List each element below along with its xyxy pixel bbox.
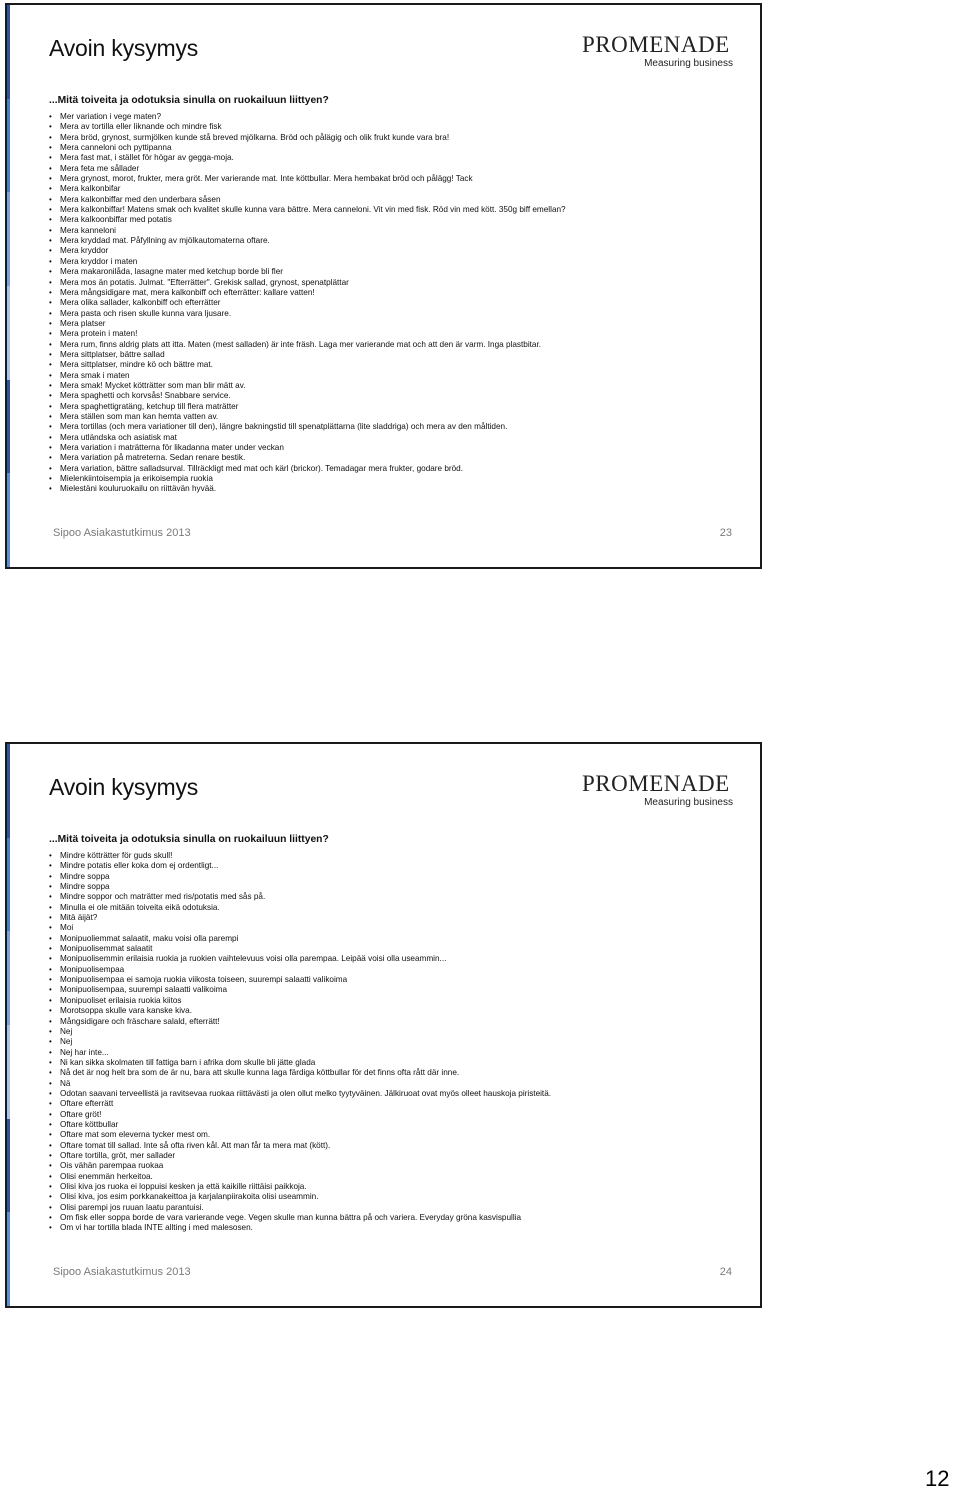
accent-stripe bbox=[7, 1025, 10, 1119]
slide-number: 23 bbox=[719, 527, 732, 539]
list-item: • Mera platser bbox=[49, 319, 754, 329]
list-item: • Mera kalkonbifar bbox=[49, 184, 754, 194]
accent-stripe bbox=[7, 99, 10, 193]
list-item: • Mera kryddor i maten bbox=[49, 257, 754, 267]
response-list bbox=[49, 851, 754, 1234]
list-item: • Om fisk eller soppa borde de vara varierande vege. Vegen skulle man kunna bättra på och variera. Everyday gröna kasvispullia bbox=[49, 1213, 754, 1223]
list-item: • Oftare köttbullar bbox=[49, 1120, 754, 1130]
list-item: • Mera variation, bättre salladsurval. Tillräckligt med mat och kärl (brickor). Temadagar mera frukter, godare bröd. bbox=[49, 464, 754, 474]
list-item: • Mitä äijät? bbox=[49, 913, 754, 923]
list-item: • Ni kan sikka skolmaten till fattiga barn i afrika dom skulle bli jätte glada bbox=[49, 1058, 754, 1068]
list-item: • Mera kalkoonbiffar med potatis bbox=[49, 215, 754, 225]
slide-1 bbox=[5, 3, 762, 569]
list-item: • Monipuolisempaa, suurempi salaatti valikoima bbox=[49, 985, 754, 995]
list-item: • Mera variation i maträtterna för likadanna mater under veckan bbox=[49, 443, 754, 453]
list-item: • Monipuoliset erilaisia ruokia kiitos bbox=[49, 996, 754, 1006]
list-item: • Mera spaghettigratäng, ketchup till flera maträtter bbox=[49, 402, 754, 412]
accent-stripe bbox=[7, 1119, 10, 1213]
list-item: • Om vi har tortilla blada INTE allting i med malesosen. bbox=[49, 1223, 754, 1233]
list-item: • Ois vähän parempaa ruokaa bbox=[49, 1161, 754, 1171]
list-item: • Mera kanneloni bbox=[49, 226, 754, 236]
list-item: • Mera mångsidigare mat, mera kalkonbiff och efterrätter: kallare vatten! bbox=[49, 288, 754, 298]
list-item: • Olisi kiva jos ruoka ei loppuisi kesken ja että kaikille riittäisi paikkoja. bbox=[49, 1182, 754, 1192]
list-item: • Nä bbox=[49, 1079, 754, 1089]
list-item: • Mera mos än potatis. Julmat. "Efterrätter". Grekisk sallad, grynost, spenatplättar bbox=[49, 278, 754, 288]
list-item: • Oftare efterrätt bbox=[49, 1099, 754, 1109]
list-item: • Mindre potatis eller koka dom ej ordentligt... bbox=[49, 861, 754, 871]
list-item: • Mera kalkonbiffar! Matens smak och kvalitet skulle kunna vara bättre. Mera canneloni. Vit vin med fisk. Röd vin med kött. 350g biff emellan? bbox=[49, 205, 754, 215]
footer-label: Sipoo Asiakastutkimus 2013 bbox=[53, 527, 191, 539]
survey-question: ...Mitä toiveita ja odotuksia sinulla on ruokailuun liittyen? bbox=[49, 834, 329, 845]
slide-number: 24 bbox=[719, 1266, 732, 1278]
accent-stripe bbox=[7, 931, 10, 1025]
logo-wordmark: PROMENADE bbox=[582, 771, 730, 796]
list-item: • Monipuolisempaa ei samoja ruokia viikosta toiseen, suurempi salaatti valikoima bbox=[49, 975, 754, 985]
footer-label: Sipoo Asiakastutkimus 2013 bbox=[53, 1266, 191, 1278]
list-item: • Mera fast mat, i stället för högar av gegga-moja. bbox=[49, 153, 754, 163]
list-item: • Mera ställen som man kan hemta vatten av. bbox=[49, 412, 754, 422]
list-item: • Mer variation i vege maten? bbox=[49, 112, 754, 122]
list-item: • Nå det är nog helt bra som de är nu, bara att skulle kunna laga färdiga köttbullar för det finns ofta rått där inne. bbox=[49, 1068, 754, 1078]
list-item: • Mera canneloni och pyttipanna bbox=[49, 143, 754, 153]
list-item: • Monipuoliemmat salaatit, maku voisi olla parempi bbox=[49, 934, 754, 944]
slide-title: Avoin kysymys bbox=[49, 35, 199, 61]
list-item: • Mera variation på matreterna. Sedan renare bestik. bbox=[49, 453, 754, 463]
list-item: • Olisi kiva, jos esim porkkanakeittoa ja karjalanpiirakoita olisi useammin. bbox=[49, 1192, 754, 1202]
accent-stripe bbox=[7, 744, 10, 838]
promenade-logo bbox=[582, 33, 737, 70]
list-item: • Oftare gröt! bbox=[49, 1110, 754, 1120]
list-item: • Mielenkiintoisempia ja erikoisempia ruokia bbox=[49, 474, 754, 484]
list-item: • Olisi parempi jos ruuan laatu parantuisi. bbox=[49, 1203, 754, 1213]
slide-2 bbox=[5, 742, 762, 1308]
list-item: • Morotsoppa skulle vara kanske kiva. bbox=[49, 1006, 754, 1016]
accent-stripe bbox=[7, 473, 10, 567]
survey-question: ...Mitä toiveita ja odotuksia sinulla on ruokailuun liittyen? bbox=[49, 95, 329, 106]
list-item: • Nej bbox=[49, 1037, 754, 1047]
logo-tagline: Measuring business bbox=[644, 797, 733, 808]
promenade-logo bbox=[582, 772, 737, 809]
list-item: • Mera rum, finns aldrig plats att itta. Maten (mest salladen) är inte fräsh. Laga mer varierande mat och att den är varm. Inga plastbitar. bbox=[49, 340, 754, 350]
list-item: • Mera smak i maten bbox=[49, 371, 754, 381]
list-item: • Nej har inte... bbox=[49, 1048, 754, 1058]
list-item: • Moi bbox=[49, 923, 754, 933]
list-item: • Oftare tortilla, gröt, mer sallader bbox=[49, 1151, 754, 1161]
list-item: • Mindre soppa bbox=[49, 882, 754, 892]
list-item: • Mera utländska och asiatisk mat bbox=[49, 433, 754, 443]
accent-stripe bbox=[7, 838, 10, 932]
slide-accent-bar bbox=[7, 5, 10, 567]
accent-stripe bbox=[7, 5, 10, 99]
list-item: • Mindre kötträtter för guds skull! bbox=[49, 851, 754, 861]
list-item: • Monipuolisemmat salaatit bbox=[49, 944, 754, 954]
list-item: • Mångsidigare och fräschare salald, efterrätt! bbox=[49, 1017, 754, 1027]
list-item: • Mera kryddor bbox=[49, 246, 754, 256]
list-item: • Mera feta me sållader bbox=[49, 164, 754, 174]
list-item: • Mera makaronilåda, lasagne mater med ketchup borde bli fler bbox=[49, 267, 754, 277]
response-list bbox=[49, 112, 754, 495]
list-item: • Mera kalkonbiffar med den underbara såsen bbox=[49, 195, 754, 205]
list-item: • Monipuolisemmin erilaisia ruokia ja ruokien vaihtelevuus voisi olla parempaa. Leipää voisi olla useammin... bbox=[49, 954, 754, 964]
list-item: • Mera sittplatser, mindre kö och bättre mat. bbox=[49, 360, 754, 370]
list-item: • Oftare mat som eleverna tycker mest om. bbox=[49, 1130, 754, 1140]
list-item: • Oftare tomat till sallad. Inte så ofta riven kål. Att man får ta mera mat (kött). bbox=[49, 1141, 754, 1151]
list-item: • Mera pasta och risen skulle kunna vara ljusare. bbox=[49, 309, 754, 319]
list-item: • Mera protein i maten! bbox=[49, 329, 754, 339]
list-item: • Mera olika sallader, kalkonbiff och efterrätter bbox=[49, 298, 754, 308]
list-item: • Olisi enemmän herkeitoa. bbox=[49, 1172, 754, 1182]
list-item: • Mera sittplatser, bättre sallad bbox=[49, 350, 754, 360]
list-item: • Nej bbox=[49, 1027, 754, 1037]
list-item: • Mera smak! Mycket kötträtter som man blir mätt av. bbox=[49, 381, 754, 391]
logo-tagline: Measuring business bbox=[644, 58, 733, 69]
list-item: • Mera grynost, morot, frukter, mera gröt. Mer varierande mat. Inte köttbullar. Mera hembakat bröd och pålägg! Tack bbox=[49, 174, 754, 184]
list-item: • Mera spaghetti och korvsås! Snabbare service. bbox=[49, 391, 754, 401]
slide-accent-bar bbox=[7, 744, 10, 1306]
slide-title: Avoin kysymys bbox=[49, 774, 199, 800]
list-item: • Mielestäni kouluruokailu on riittävän hyvää. bbox=[49, 484, 754, 494]
accent-stripe bbox=[7, 286, 10, 380]
list-item: • Mera bröd, grynost, surmjölken kunde stå breved mjölkarna. Bröd och pålägig och olik frukt kunde vara bra! bbox=[49, 133, 754, 143]
accent-stripe bbox=[7, 380, 10, 474]
list-item: • Mindre soppa bbox=[49, 872, 754, 882]
list-item: • Mera kryddad mat. Påfyllning av mjölkautomaterna oftare. bbox=[49, 236, 754, 246]
list-item: • Odotan saavani terveellistä ja ravitsevaa ruokaa riittävästi ja olen ollut melko tyytyväinen. Jälkiruoat ovat myös olleet hauskoja piristeitä. bbox=[49, 1089, 754, 1099]
logo-wordmark: PROMENADE bbox=[582, 32, 730, 57]
list-item: • Mera tortillas (och mera variationer till den), längre bakningstid till spenatplättarna (lite sladdriga) och mera av den måltiden. bbox=[49, 422, 754, 432]
list-item: • Minulla ei ole mitään toiveita eikä odotuksia. bbox=[49, 903, 754, 913]
list-item: • Mera av tortilla eller liknande och mindre fisk bbox=[49, 122, 754, 132]
accent-stripe bbox=[7, 192, 10, 286]
page-number: 12 bbox=[925, 1466, 950, 1491]
list-item: • Monipuolisempaa bbox=[49, 965, 754, 975]
accent-stripe bbox=[7, 1212, 10, 1306]
list-item: • Mindre soppor och maträtter med ris/potatis med sås på. bbox=[49, 892, 754, 902]
